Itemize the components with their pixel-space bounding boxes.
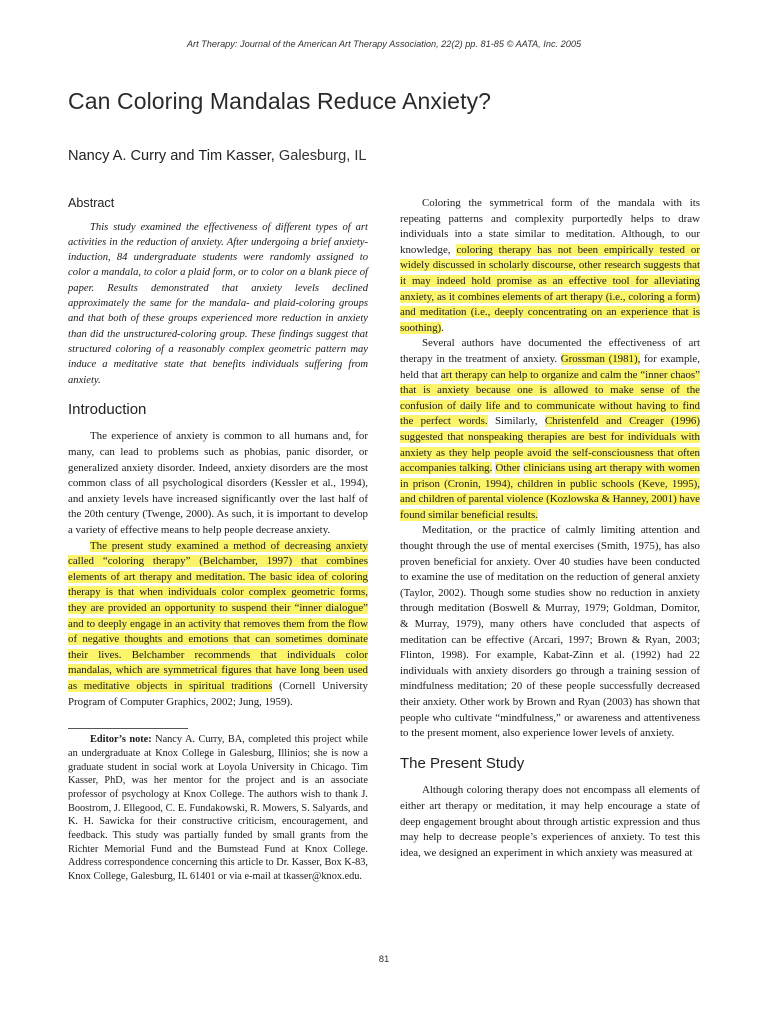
footnote-divider	[68, 728, 188, 729]
right-column	[400, 196, 700, 861]
editor-note	[68, 733, 368, 884]
present-study-heading: The Present Study	[400, 754, 525, 772]
intro-paragraph: The experience of anxiety is common to all humans and, for many, can lead to problems such as phobias, panic disorder, or generalized anxiety disorder. Indeed, anxiety disorders are the most common class of all psychological disorders (Kessler et al., 1994), and anxiety levels have increased significantly over the last half of the 20th century (Twenge, 2000). As such, it is important to develop a variety of effective means to help people decrease anxiety.	[68, 430, 368, 537]
left-column	[68, 196, 368, 884]
author-name: Tim Kasser,	[198, 148, 275, 164]
article-title: Can Coloring Mandalas Reduce Anxiety?	[68, 88, 492, 114]
body-paragraph: Meditation, or the practice of calmly limiting attention and thought through the use of mental exercises (Smith, 1975), has also proven beneficial for anxiety. Over 40 studies have been conducted to examine the use of meditation on the reduction of general anxiety (Taylor, 2002). Though some studies show no reduction in anxiety through meditation (Boswell & Murray, 1979; Goldman, Domitor, & Murray, 1979), many others have concluded that aspects of meditation can be effective (Arcari, 1997; Brown & Ryan, 2003; Flinton, 1998). For example, Kabat-Zinn et al. (1992) had 22 individuals with anxiety disorders go through a training session of mindfulness meditation; 20 of these people successfully decreased their anxiety. Other work by Brown and Ryan (2003) has shown that people who cultivate “mindfulness,” or awareness and attentiveness to the present moment, also experience lower levels of anxiety.	[400, 524, 700, 740]
author-location: Galesburg, IL	[274, 148, 367, 164]
highlighted-text: The present study examined a method of decreasing anxiety called “coloring therapy” (Belchamber, 1997) that combines elements of art therapy and meditation. The basic idea of coloring therapy is that when individuals color complex geometric forms, they are provided an opportunity to suspend their “inner dialogue” and to deeply engage in an activity that removes them from the flow of negative thoughts and emotions that can sometimes dominate their lives. Belchamber recommends that individuals color mandalas, which are symmetrical figures that have long been used as meditative objects in spiritual traditions	[68, 539, 368, 692]
highlighted-text: clinicians using art therapy with women in prison (Cronin, 1994), children in public schools (Keve, 1995), and children of parental violence (Kozlowska & Hanney, 2001) have found similar beneficial results.	[400, 462, 700, 521]
paragraph-text: (Cornell University Program of Computer Graphics, 2002; Jung, 1959).	[68, 679, 368, 708]
paragraph-text: Similarly,	[487, 415, 545, 428]
abstract-heading: Abstract	[68, 196, 115, 210]
highlighted-text: Grossman (1981),	[560, 352, 641, 365]
highlighted-text: art therapy can help to organize and calm the “inner chaos” that is anxiety because one is allowed to make sense of the confusion of daily life and to communicate without having to find the perfect words.	[400, 368, 701, 428]
abstract-text: This study examined the effectiveness of different types of art activities in the reduction of anxiety. After undergoing a brief anxiety-induction, 84 undergraduate students were randomly assigned to color a mandala, to color a plaid form, or to color on a blank piece of paper. Results demonstrated that anxiety levels declined approximately the same for the mandala- and plaid-coloring groups and that both of these groups experienced more reduction in anxiety than did the unstructured-coloring group. These findings suggest that structured coloring of a reasonably complex geometric pattern may induce a meditative state that benefits individuals suffering from anxiety.	[68, 221, 368, 386]
paragraph-text: Several authors have documented the effectiveness of art therapy in the treatment of anxiety.	[400, 337, 700, 365]
highlighted-text: coloring therapy has not been empirically tested or widely discussed in scholarly discourse, other research suggests that it may indeed hold promise as an effective tool for alleviating anxiety, as it combines elements of art therapy (i.e., coloring a form) and meditation (i.e., deeply concentrating on an experience that is soothing)	[400, 243, 700, 334]
paragraph-text: for example, held that	[400, 352, 700, 381]
editor-note-label: Editor’s note:	[90, 734, 152, 746]
author-line	[68, 148, 708, 164]
paragraph-text: Coloring the symmetrical form of the mandala with its repeating patterns and complexity purportedly helps to draw individuals into a state similar to meditation. Although, to our knowledge,	[400, 197, 700, 256]
highlighted-text: Other	[495, 462, 521, 475]
editor-note-text: Nancy A. Curry, BA, completed this project while an undergraduate at Knox College in Galesburg, Illinios; she is now a graduate student in social work at Loyola University in Chicago. Tim Kasser, PhD, was her mentor for the project and is an associate professor of psychology at Knox College. The authors wish to thank J. Boostrom, J. Ellegood, C. E. Fundakowski, R. Mowers, S. Salyards, and K. H. Sawicka for their constructive criticism, encouragement, and feedback. This study was partially funded by small grants from the Richter Memorial Fund and the Bumstead Fund at Knox College. Address correspondence concerning this article to Dr. Kasser, Box K-83, Knox College, Galesburg, IL 61401 or via e-mail at tkasser@knox.edu.	[68, 734, 368, 883]
body-paragraph	[400, 196, 700, 336]
introduction-heading: Introduction	[68, 400, 147, 418]
intro-paragraph	[68, 539, 368, 711]
page-number: 81	[378, 954, 390, 965]
body-paragraph: Although coloring therapy does not encompass all elements of either art therapy or meditation, it may help encourage a state of deep engagement brought about through artistic expression and thus may help to decrease people’s experiences of anxiety. To test this idea, we designed an experiment in which anxiety was measured at	[400, 784, 700, 859]
body-paragraph	[400, 336, 700, 523]
author-conjunction: and	[166, 148, 199, 164]
author-name: Nancy A. Curry	[68, 148, 167, 164]
paragraph-text: .	[441, 321, 444, 334]
highlighted-text: Christenfeld and Creager (1996) suggested that nonspeaking therapies are best for individuals with anxiety as they help people avoid the self-consciousness that often accompanies talking.	[400, 415, 700, 475]
running-head: Art Therapy: Journal of the American Art Therapy Association, 22(2) pp. 81-85 © AATA, Inc. 2005	[186, 39, 582, 49]
